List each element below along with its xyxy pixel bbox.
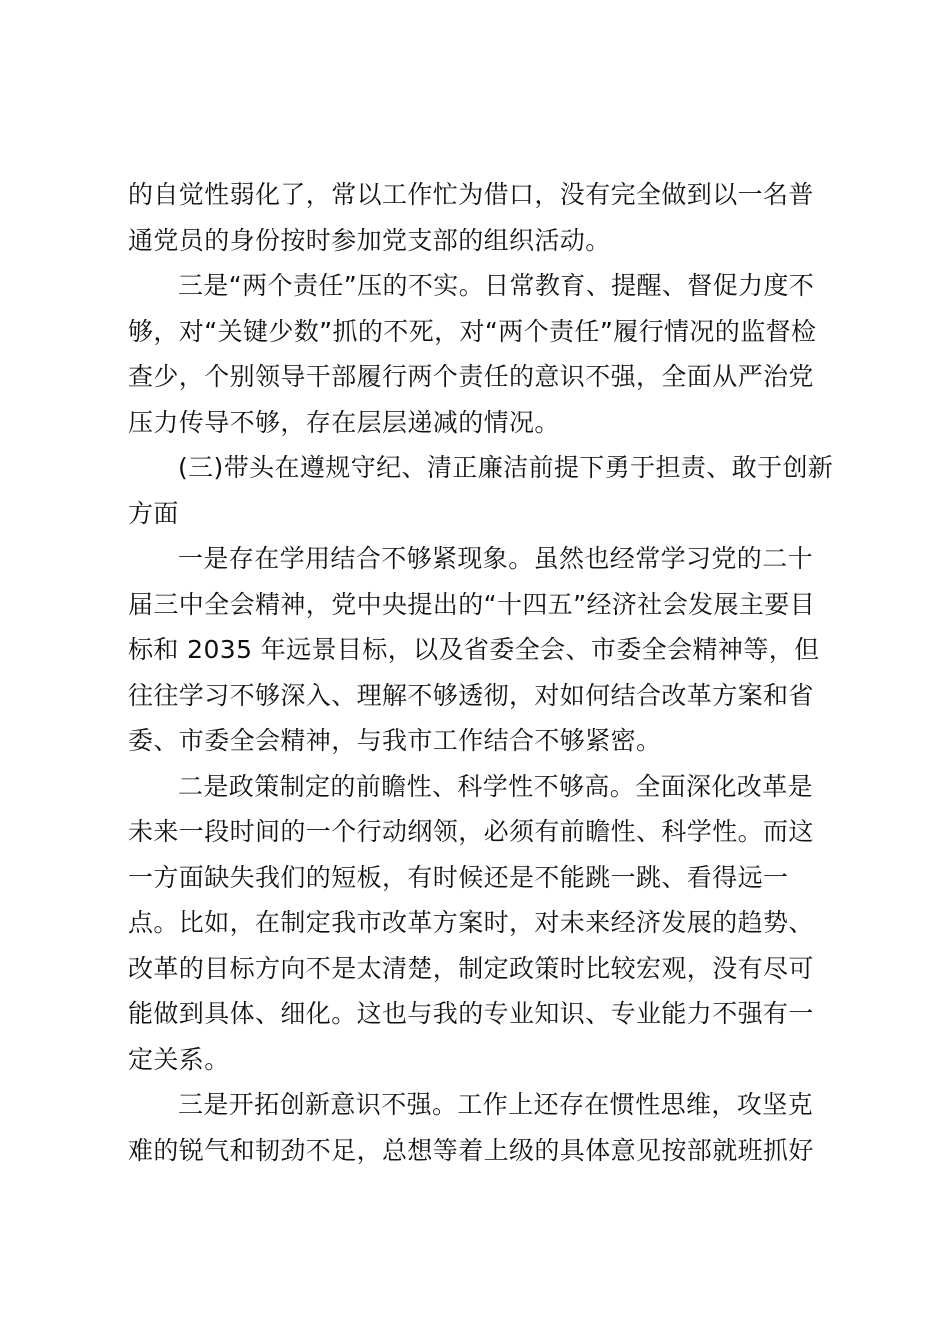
paragraph-line: 一方面缺失我们的短板，有时候还是不能跳一跳、看得远一 xyxy=(128,862,789,892)
paragraph-line: 往往学习不够深入、理解不够透彻，对如何结合改革方案和省 xyxy=(128,680,814,710)
paragraph-line: 改革的目标方向不是太清楚，制定政策时比较宏观，没有尽可 xyxy=(128,953,814,983)
paragraph-line: 难的锐气和韧劲不足，总想等着上级的具体意见按部就班抓好 xyxy=(128,1135,814,1165)
paragraph-line: 够，对“关键少数”抓的不死，对“两个责任”履行情况的监督检 xyxy=(128,316,817,346)
paragraph-line: 点。比如，在制定我市改革方案时，对未来经济发展的趋势、 xyxy=(128,908,814,937)
paragraph-line: 查少，个别领导干部履行两个责任的意识不强，全面从严治党 xyxy=(128,362,814,391)
paragraph-first-line: 三是开拓创新意识不强。工作上还存在惯性思维，攻坚克 xyxy=(178,1090,814,1119)
paragraph-line: 标和 2035 年远景目标，以及省委全会、市委全会精神等，但 xyxy=(128,635,820,664)
paragraph-line: 未来一段时间的一个行动纲领，必须有前瞻性、科学性。而这 xyxy=(128,817,814,846)
paragraph-line: 方面 xyxy=(128,498,179,528)
paragraph-first-line: 二是政策制定的前瞻性、科学性不够高。全面深化改革是 xyxy=(178,771,814,801)
paragraph-first-line: (三)带头在遵规守纪、清正廉洁前提下勇于担责、敢于创新 xyxy=(178,453,834,482)
paragraph-line: 的自觉性弱化了，常以工作忙为借口，没有完全做到以一名普 xyxy=(128,180,814,209)
paragraph-line: 通党员的身份按时参加党支部的组织活动。 xyxy=(128,225,611,255)
paragraph-first-line: 一是存在学用结合不够紧现象。虽然也经常学习党的二十 xyxy=(178,544,814,573)
paragraph-line: 委、市委全会精神，与我市工作结合不够紧密。 xyxy=(128,726,662,755)
paragraph-line: 压力传导不够，存在层层递减的情况。 xyxy=(128,407,560,437)
paragraph-line: 定关系。 xyxy=(128,1044,230,1074)
document-body xyxy=(128,172,834,1173)
paragraph-first-line: 三是“两个责任”压的不实。日常教育、提醒、督促力度不 xyxy=(178,271,815,300)
paragraph-line: 届三中全会精神，党中央提出的“十四五”经济社会发展主要目 xyxy=(128,589,816,619)
paragraph-line: 能做到具体、细化。这也与我的专业知识、专业能力不强有一 xyxy=(128,999,814,1028)
